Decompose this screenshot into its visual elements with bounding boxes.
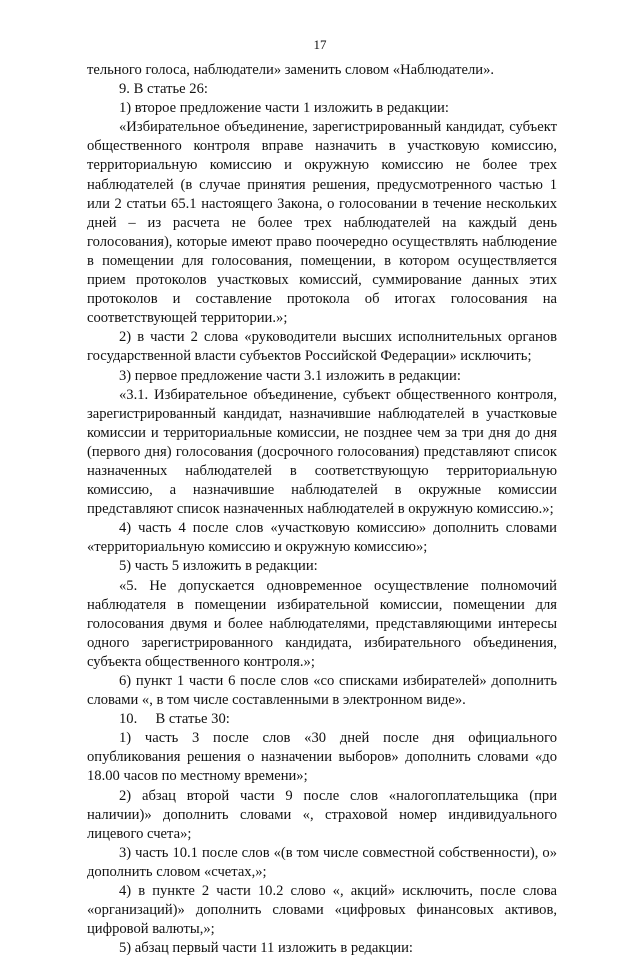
paragraph-article-26-heading: 9. В статье 26: [119, 81, 208, 98]
paragraph-item-2: 2) в части 2 слова «руководители высших исполнительных органов государственной власти субъектов Российской Федерации» исключить; [87, 329, 557, 365]
paragraph-art30-item-2: 2) абзац второй части 9 после слов «налогоплательщика (при наличии)» дополнить словами «, страховой номер индивидуального лицевого счета»; [87, 787, 557, 842]
paragraph-quote-part-5: «5. Не допускается одновременное осуществление полномочий наблюдателя в помещении избирательной комиссии, помещении для голосования двумя и более наблюдателями, представляющими интересы одного зарегистрированного кандидата, избирательного объединения, субъекта общественного контроля.»; [87, 577, 557, 670]
paragraph-quote-part-3-1: «3.1. Избирательное объединение, субъект общественного контроля, зарегистрированный кандидат, назначившие наблюдателей в участковые комиссии и территориальные комиссии, не позднее чем за три дня до дня (первого дня) голосования (досрочного голосования) представляют список назначенных наблюдателей в соответствующую территориальную комиссию, а назначившие наблюдателей в окружные комиссии представляют список назначенных наблюдателей в окружную комиссию.»; [87, 386, 557, 518]
paragraph-article-30-heading: 10. В статье 30: [119, 711, 230, 728]
page-number: 17 [313, 37, 327, 52]
paragraph-art30-item-3: 3) часть 10.1 после слов «(в том числе совместной собственности), о» дополнить словом «счетах,»; [87, 844, 557, 880]
paragraph-item-1: 1) второе предложение части 1 изложить в редакции: [119, 100, 449, 117]
paragraph-art30-item-1: 1) часть 3 после слов «30 дней после дня официального опубликования решения о назначении выборов» дополнить словами «до 18.00 часов по местному времени»; [87, 730, 557, 785]
paragraph-item-5: 5) часть 5 изложить в редакции: [119, 558, 318, 575]
paragraph-art30-item-5: 5) абзац первый части 11 изложить в редакции: [119, 940, 413, 957]
paragraph-quote-part-1: «Избирательное объединение, зарегистрированный кандидат, субъект общественного контроля вправе назначить в участковую комиссию, территориальную комиссию и окружную комиссию не более трех наблюдателей (в случае принятия решения, предусмотренного частью 1 или 2 статьи 65.1 настоящего Закона, о голосовании в течение нескольких дней – из расчета не более трех наблюдателей на каждый день голосования), которые имеют право поочередно осуществлять наблюдение в помещении для голосования, помещении, в котором осуществляется прием протоколов участковых комиссий, суммирование данных этих протоколов и составление протокола об итогах голосования на соответствующей территории.»; [87, 119, 557, 327]
paragraph-art30-item-4: 4) в пункте 2 части 10.2 слово «, акций» исключить, после слова «организаций)» дополнить словами «цифровых финансовых активов, цифровой валюты,»; [87, 883, 557, 938]
paragraph-item-6: 6) пункт 1 части 6 после слов «со списками избирателей» дополнить словами «, в том числе составленными в электронном виде». [87, 673, 557, 709]
paragraph-continuation: тельного голоса, наблюдатели» заменить словом «Наблюдатели». [87, 62, 495, 78]
document-body [87, 61, 557, 958]
paragraph-item-3: 3) первое предложение части 3.1 изложить в редакции: [119, 367, 461, 384]
paragraph-item-4: 4) часть 4 после слов «участковую комиссию» дополнить словами «территориальную комиссию и окружную комиссию»; [87, 520, 557, 556]
